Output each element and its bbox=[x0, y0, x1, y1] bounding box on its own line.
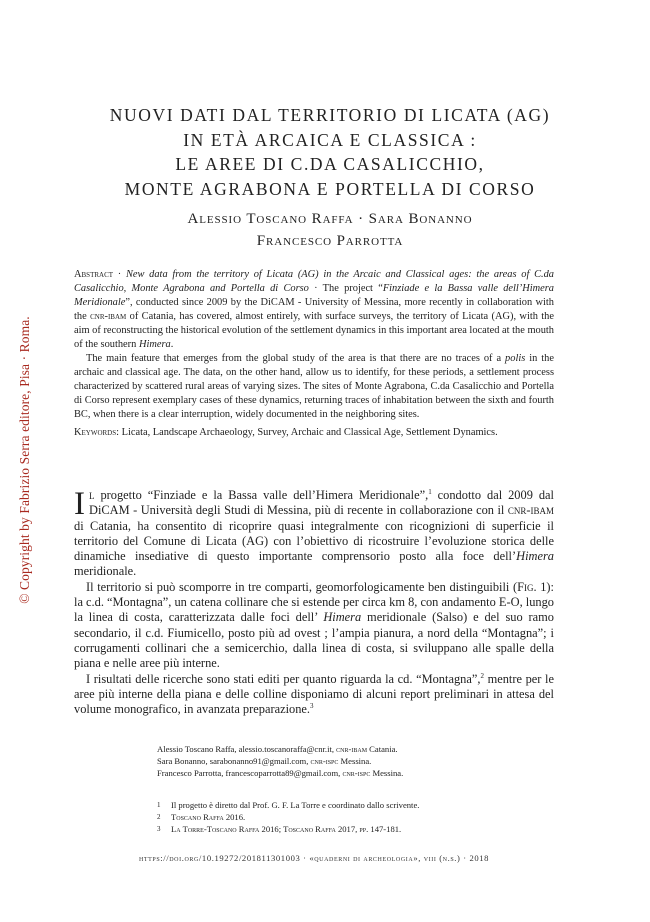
contact-line: Francesco Parrotta, francescoparrotta89@gmail.com, cnr-ispc Messina. bbox=[157, 768, 404, 779]
authors-line-1: Alessio Toscano Raffa · Sara Bonanno bbox=[187, 211, 473, 227]
title-line: MONTE AGRABONA E PORTELLA DI CORSO bbox=[124, 178, 536, 199]
body-paragraph-2: Il territorio si può scomporre in tre comparti, geomorfologicamente ben distinguibili (Fig. 1): la c.d. “Montagna”, un catena collinare che si estende per circa km 8, con andamento E-O, lungo la linea di costa, caratterizzata dalle foci dell’ Himera meridionale (Salso) e del suo ramo secondario, il c.d. Fiumicello, posto più ad ovest ; l’ampia pianura, a nord della “Montagna”; i corrugamenti collinari che a semicerchio, dalla linea di costa, si sviluppano alle spalle della piana e nelle aree più interne. bbox=[74, 579, 554, 671]
author-contacts bbox=[157, 743, 537, 780]
abstract-paragraph-2: The main feature that emerges from the global study of the area is that there are no traces of a polis in the archaic and classical age. The data, on the other hand, allow us to identify, for these periods, a settlement process characterized by scattered rural areas of varying sizes. The sites of Monte Agrabona, C.da Casalicchio and Portella di Corso represent exemplary cases of these dynamics, returning traces of inhabitation between the sixth and fourth BC, when there is a clear interruption, widely documented in the neighboring sites. bbox=[74, 353, 554, 420]
footnote-ref[interactable]: 1 bbox=[428, 487, 432, 496]
abstract-paragraph-1: Abstract · New data from the territory of Licata (AG) in the Arcaic and Classical ages: the areas of C.da Casalicchio, Monte Agrabona and Portella di Corso · The project “Finziade e la Bassa valle dell’Himera Meridionale”, conducted since 2009 by the DiCAM - University of Messina, more recently in collaboration with the cnr-ibam of Catania, has covered, almost entirely, with surface surveys, the territory of Licata (AG), with the aim of reconstructing the historical evolution of the settlement dynamics in this important area located at the mouth of the southern Himera. bbox=[74, 269, 555, 350]
copyright-notice: © Copyright by Fabrizio Serra editore, Pisa · Roma. bbox=[17, 316, 32, 604]
abstract-english-title: New data from the territory of Licata (AG) in the Arcaic and Classical ages: the areas of C.da Casalicchio, Monte Agrabona and Portella di Corso bbox=[74, 269, 555, 294]
footnotes bbox=[157, 800, 537, 835]
copyright-sidebar bbox=[10, 290, 40, 630]
authors bbox=[70, 208, 590, 252]
article-title bbox=[70, 103, 590, 201]
footnote-ref[interactable]: 3 bbox=[310, 702, 314, 711]
abstract-label: Abstract bbox=[74, 269, 114, 280]
body-paragraph-1: Il progetto “Finziade e la Bassa valle dell’Himera Meridionale”,$^1$ condotto dal 2009 dal DiCAM - Università degli Studi di Messina, più di recente in collaborazione con il cnr-ibam di Catania, ha consentito di ricoprire quasi integralmente con ricognizioni di superficie il territorio del Comune di Licata (AG) con l’obiettivo di ricostruire l’evoluzione storica delle dinamiche insediative di questo importante comprensorio posto alla foce dell’Himera meridionale. bbox=[74, 486, 554, 579]
abstract bbox=[74, 268, 554, 440]
footnote-ref[interactable]: 2 bbox=[480, 671, 484, 680]
figure-ref[interactable]: Fig. 1 bbox=[517, 579, 547, 594]
title-line: NUOVI DATI DAL TERRITORIO DI LICATA (AG) bbox=[109, 105, 551, 125]
drop-cap: I bbox=[74, 486, 85, 522]
keywords: Keywords: Licata, Landscape Archaeology, Survey, Archaic and Classical Age, Settlement Dynamics. bbox=[74, 427, 498, 438]
contact-line: Sara Bonanno, sarabonanno91@gmail.com, cnr-ispc Messina. bbox=[157, 756, 372, 767]
body-text bbox=[74, 488, 554, 717]
body-paragraph-3: I risultati delle ricerche sono stati editi per quanto riguarda la cd. “Montagna”,$^2$ mentre per le aree più interne della piana e delle colline disponiamo di alcuni report preliminari in attesa del volume monografico, in avanzata preparazione.$^3$ bbox=[74, 671, 554, 717]
title-line: LE AREE DI C.DA CASALICCHIO, bbox=[175, 154, 485, 174]
contact-line: Alessio Toscano Raffa, alessio.toscanoraffa@cnr.it, cnr-ibam Catania. bbox=[157, 744, 398, 754]
title-line: IN ETÀ ARCAICA E CLASSICA : bbox=[183, 129, 477, 150]
authors-line-2: Francesco Parrotta bbox=[256, 233, 404, 249]
footnote: 3 La Torre-Toscano Raffa 2016; Toscano Raffa 2017, pp. 147-181. bbox=[157, 823, 402, 834]
footnote: 1 Il progetto è diretto dal Prof. G. F. La Torre e coordinato dallo scrivente. bbox=[157, 800, 420, 810]
doi-footer[interactable]: https://doi.org/10.19272/201811301003 · «quaderni di archeologia», viii (n.s.) · 2018 bbox=[138, 853, 490, 863]
keywords-label: Keywords bbox=[74, 427, 117, 438]
footnote: 2 Toscano Raffa 2016. bbox=[157, 811, 246, 822]
